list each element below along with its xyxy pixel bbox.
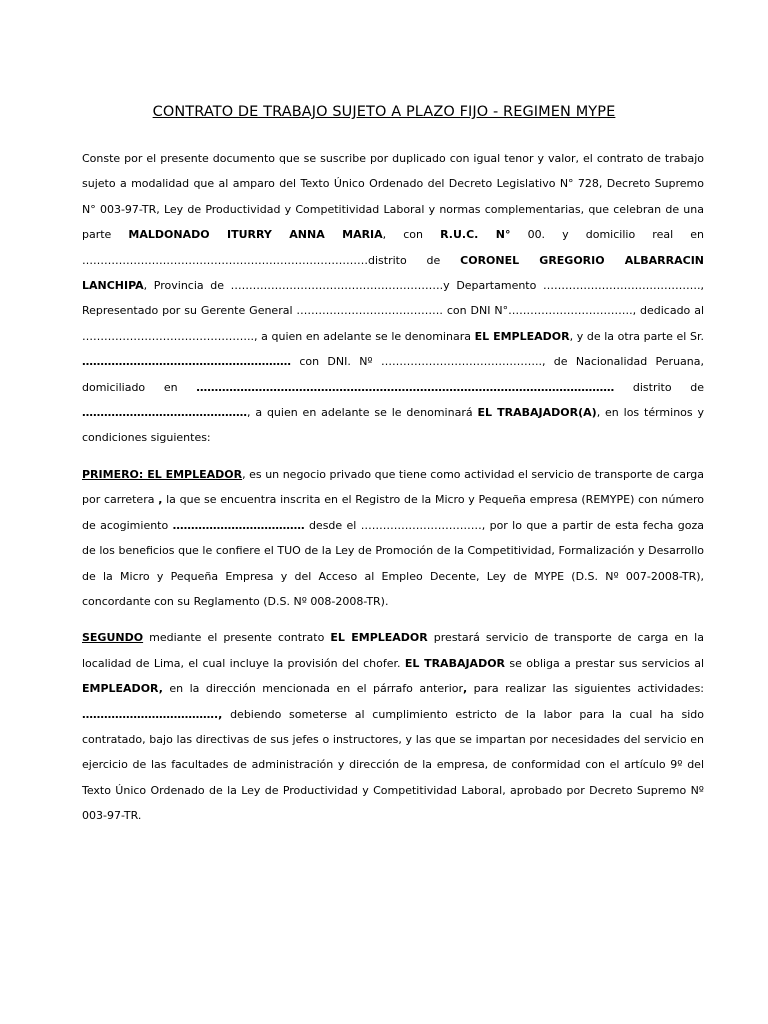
activities-blank: ………………………………., xyxy=(82,707,223,721)
clause-segundo-employer: EL EMPLEADOR xyxy=(330,631,428,645)
clause-primero-comma: , xyxy=(158,493,163,507)
worker-term: EL TRABAJADOR(A) xyxy=(477,406,597,420)
intro-text-6: con DNI. Nº …………………………………….., de Nacionalidad Peruana, domiciliado en xyxy=(82,355,704,394)
party-name: MALDONADO ITURRY ANNA MARIA xyxy=(128,228,383,242)
clause-segundo-worker: EL TRABAJADOR xyxy=(404,656,506,670)
clause-primero xyxy=(82,462,704,614)
clause-segundo xyxy=(82,625,704,828)
worker-name-blank: ………………………………………………… xyxy=(82,355,291,369)
intro-paragraph xyxy=(82,146,704,451)
intro-text-8: , a quien en adelante se le denominará xyxy=(247,406,478,420)
clause-primero-label: PRIMERO: EL EMPLEADOR xyxy=(82,467,243,481)
document-body xyxy=(82,146,704,840)
clause-segundo-label: SEGUNDO xyxy=(82,631,144,645)
clause-primero-text-1: , es un negocio privado que tiene como actividad el servicio de transporte de carga por carretera xyxy=(82,467,704,507)
clause-segundo-text-2: prestará servicio de transporte de carga en la localidad de Lima, el cual incluye la provisión del chofer. xyxy=(82,631,704,670)
worker-address-blank: …………………………………………………………………………………………………… xyxy=(196,380,615,394)
clause-segundo-text-1: mediante el presente contrato xyxy=(143,631,331,645)
clause-segundo-text-5: para realizar las siguientes actividades: xyxy=(467,682,705,696)
clause-segundo-employer-2: EMPLEADOR, xyxy=(82,682,163,696)
worker-district-blank: ……………………………………… xyxy=(82,406,247,420)
intro-text-2: , con xyxy=(382,228,441,242)
clause-primero-text-2: la que se encuentra inscrita en el Registro de la Micro y Pequeña empresa (REMYPE) con número de acogimiento xyxy=(82,493,704,532)
clause-segundo-text-3: se obliga a prestar sus servicios al xyxy=(505,656,704,670)
clause-primero-text-3: desde el ……………………………, por lo que a partir de esta fecha goza de los beneficios que le confiere el TUO de la Ley de Promoción de la Competitividad, Formalización y Desarrollo de la Micro y Pequeña Empresa y del Acceso al Empleo Decente, Ley de MYPE (D.S. Nº 007-2008-TR), concordante con su Reglamento (D.S. Nº 008-2008-TR). xyxy=(82,518,705,608)
intro-text-4: , Provincia de ………………………………………………….y Departamento ……………………………………., Representado por su Gerente General …………………………………. con DNI N°……………………………., dedicado al ……………………………………….., a quien en adelante se le denominara xyxy=(82,279,704,343)
registration-number-blank: ……………………………… xyxy=(172,518,305,532)
intro-text-3: 00. y domicilio real en ……………………………………………………………………distrito de xyxy=(82,228,704,267)
intro-text-7: distrito de xyxy=(614,380,704,394)
district-name: CORONEL GREGORIO ALBARRACIN LANCHIPA xyxy=(82,253,705,293)
employer-term: EL EMPLEADOR xyxy=(474,329,570,343)
intro-text-1: Conste por el presente documento que se suscribe por duplicado con igual tenor y valor, el contrato de trabajo sujeto a modalidad que al amparo del Texto Único Ordenado del Decreto Legislativo N° 728, Decreto Supremo N° 003-97-TR, Ley de Productividad y Competitividad Laboral y normas complementarias, que celebran de una parte xyxy=(82,152,704,242)
clause-segundo-text-4: en la dirección mencionada en el párrafo anterior xyxy=(162,682,464,696)
clause-segundo-comma: , xyxy=(463,682,468,696)
clause-segundo-text-6: debiendo someterse al cumplimiento estricto de la labor para la cual ha sido contratado, bajo las directivas de sus jefes o instructores, y las que se impartan por necesidades del servicio en ejercicio de las facultades de administración y dirección de la empresa, de conformidad con el artículo 9º del Texto Único Ordenado de la Ley de Productividad y Competitividad Laboral, aprobado por Decreto Supremo Nº 003-97-TR. xyxy=(82,707,704,823)
intro-text-5: , y de la otra parte el Sr. xyxy=(569,329,704,343)
ruc-label: R.U.C. N° xyxy=(440,228,511,242)
intro-text-9: , en los términos y condiciones siguientes: xyxy=(82,406,704,445)
document-title: CONTRATO DE TRABAJO SUJETO A PLAZO FIJO - REGIMEN MYPE xyxy=(152,104,616,120)
